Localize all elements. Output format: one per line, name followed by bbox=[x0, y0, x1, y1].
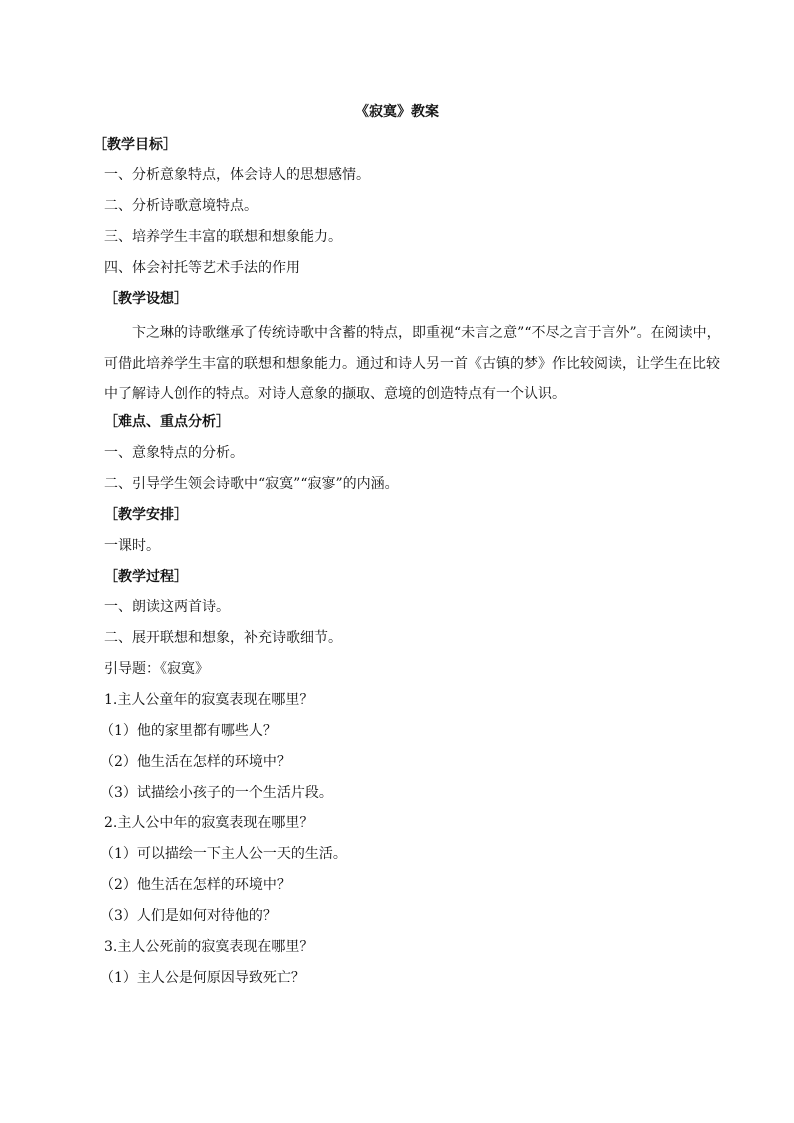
concept-heading: ［教学设想］ bbox=[104, 291, 188, 307]
objective-item: 四、体会衬托等艺术手法的作用 bbox=[104, 260, 300, 276]
process-item: （1）他的家里都有哪些人？ bbox=[100, 723, 277, 739]
concept-paragraph: 卞之琳的诗歌继承了传统诗歌中含蓄的特点，即重视“未言之意”“不尽之言于言外”。在阅读中，可借此培养学生丰富的联想和想象能力。通过和诗人另一首《古镇的梦》作比较阅读，让学生在比较中了解诗人创作的特点。对诗人意象的撷取、意境的创造特点有一个认识。 bbox=[104, 325, 721, 402]
process-item: （1）可以描绘一下主人公一天的生活。 bbox=[100, 846, 347, 862]
process-item: （2）他生活在怎样的环境中？ bbox=[100, 754, 291, 770]
process-heading: ［教学过程］ bbox=[104, 569, 188, 585]
objective-item: 三、培养学生丰富的联想和想象能力。 bbox=[104, 229, 342, 245]
objectives-heading: ［教学目标］ bbox=[93, 137, 177, 153]
process-item: 引导题：《寂寞》 bbox=[104, 661, 209, 677]
process-item: 一、朗读这两首诗。 bbox=[104, 599, 230, 615]
process-item: 3.主人公死前的寂寞表现在哪里？ bbox=[104, 939, 314, 955]
process-item: 二、展开联想和想象，补充诗歌细节。 bbox=[104, 630, 342, 646]
process-item: （2）他生活在怎样的环境中？ bbox=[100, 877, 291, 893]
process-item: 2.主人公中年的寂寞表现在哪里？ bbox=[104, 815, 314, 831]
process-item: 1.主人公童年的寂寞表现在哪里？ bbox=[104, 692, 314, 708]
process-item: （1）主人公是何原因导致死亡？ bbox=[100, 970, 305, 986]
difficulty-heading: ［难点、重点分析］ bbox=[104, 414, 230, 430]
objective-item: 二、分析诗歌意境特点。 bbox=[104, 198, 258, 214]
difficulty-item: 二、引导学生领会诗歌中“寂寞”“寂寥”的内涵。 bbox=[104, 476, 399, 492]
objective-item: 一、分析意象特点，体会诗人的思想感情。 bbox=[104, 167, 370, 183]
difficulty-item: 一、意象特点的分析。 bbox=[104, 445, 244, 461]
process-item: （3）试描绘小孩子的一个生活片段。 bbox=[100, 785, 333, 801]
schedule-heading: ［教学安排］ bbox=[104, 507, 188, 523]
process-item: （3）人们是如何对待他的？ bbox=[100, 908, 277, 924]
document-title: 《寂寞》教案 bbox=[355, 104, 439, 120]
schedule-text: 一课时。 bbox=[104, 538, 160, 554]
